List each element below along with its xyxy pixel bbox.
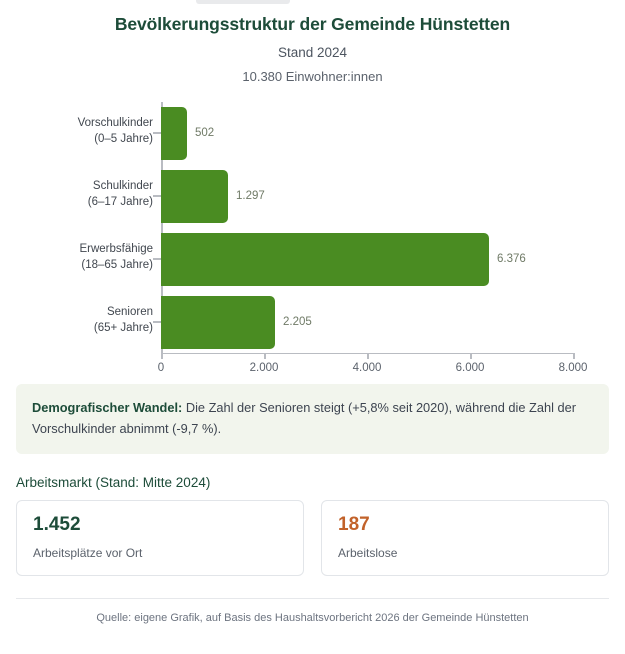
x-axis-tick [470,353,472,359]
x-axis-tick-label: 0 [157,361,165,374]
x-axis-tick [573,353,575,359]
stat-card [16,500,304,576]
page-title: Bevölkerungsstruktur der Gemeinde Hünstetten [114,14,511,34]
footer-divider [16,598,609,599]
stat-card-label: Arbeitsplätze vor Ort [33,546,143,561]
category-label [0,242,153,273]
bar-row [161,296,573,349]
category-label-line1: Schulkinder [92,180,153,193]
category-label-line2: (0–5 Jahre) [94,132,153,145]
y-axis-tick [153,132,161,134]
x-axis-tick-label: 2.000 [249,361,279,374]
bar-value-label: 502 [195,127,215,140]
category-label-line2: (6–17 Jahre) [87,195,153,208]
category-label-line2: (65+ Jahre) [93,321,153,334]
bar-value-label: 1.297 [236,190,265,203]
stat-card [321,500,609,576]
population-bar-chart [0,94,625,376]
x-axis-tick-label: 4.000 [352,361,382,374]
y-axis-tick [153,321,161,323]
bar [161,296,275,349]
note-lead-label: Demografischer Wandel: [32,399,183,415]
bar [161,107,187,160]
bar-value-label: 6.376 [497,253,526,266]
category-label [0,305,153,336]
stat-card-value: 1.452 [33,514,81,536]
x-axis-tick [161,353,163,359]
x-axis-tick-label: 6.000 [455,361,485,374]
category-label [0,116,153,147]
y-axis-tick [153,258,161,260]
bar-row [161,170,573,223]
labour-market-cards [16,500,609,576]
category-label-line1: Senioren [106,306,153,319]
labour-market-section-title: Arbeitsmarkt (Stand: Mitte 2024) [16,475,211,491]
source-note: Quelle: eigene Grafik, auf Basis des Haushaltsvorbericht 2026 der Gemeinde Hünstetten [96,612,529,625]
demographic-change-note [16,384,609,454]
population-total: 10.380 Einwohner:innen [242,68,383,84]
category-label [0,179,153,210]
y-axis-tick [153,195,161,197]
plot-area [161,102,573,354]
x-axis-tick [367,353,369,359]
bar-row [161,233,573,286]
bar-row [161,107,573,160]
cropped-top-element [196,0,290,4]
chart-subtitle: Stand 2024 [277,44,348,60]
stat-card-value: 187 [338,514,370,536]
category-label-line1: Erwerbsfähige [79,243,153,256]
bar [161,233,489,286]
chart-header [0,0,625,84]
bar-value-label: 2.205 [283,316,312,329]
category-label-line2: (18–65 Jahre) [81,258,153,271]
x-axis-tick-label: 8.000 [558,361,588,374]
note-body-text: Die Zahl der Senioren steigt (+5,8% seit 2020), während die Zahl der Vorschulkinder abnimmt (-9,7 %). [32,399,577,436]
category-label-line1: Vorschulkinder [77,117,153,130]
stat-card-label: Arbeitslose [338,546,398,561]
x-axis-tick [264,353,266,359]
bar [161,170,228,223]
